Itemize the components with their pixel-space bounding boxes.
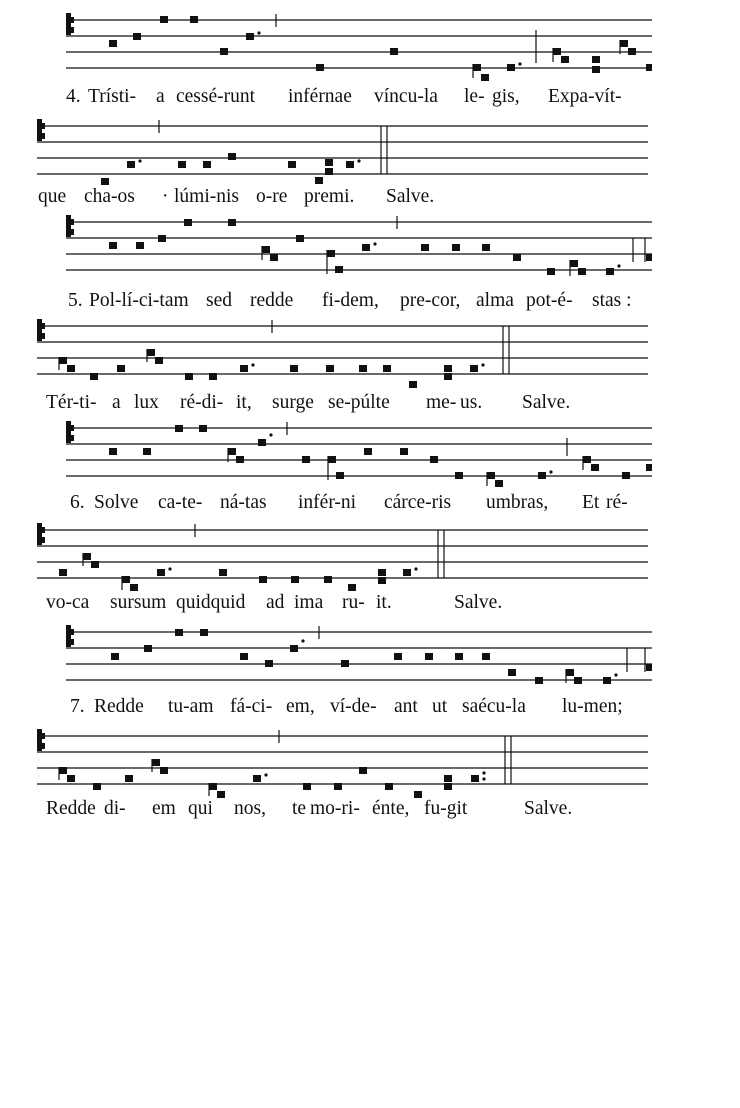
syllable: it, [236, 392, 252, 413]
syllable: us. [460, 392, 483, 413]
syllable: énte, [372, 798, 410, 819]
syllable: em, [286, 696, 315, 717]
c-clef-icon [66, 215, 74, 237]
syllable: · [162, 186, 169, 207]
syllable: se-púlte [328, 392, 390, 413]
syllable: cárce-ris [384, 492, 452, 513]
syllable: di- [104, 798, 126, 819]
syllable: le- [464, 86, 485, 107]
staff [0, 202, 740, 284]
syllable: Salve. [454, 592, 503, 613]
syllable: qui [188, 798, 213, 819]
syllable: saécu-la [462, 696, 526, 717]
syllable: nos, [234, 798, 266, 819]
syllable: sed [206, 290, 232, 311]
syllable: alma [476, 290, 514, 311]
syllable: Tér-ti- [46, 392, 97, 413]
syllable: redde [250, 290, 294, 311]
syllable: Salve. [386, 186, 435, 207]
syllable: ut [432, 696, 448, 717]
staff [0, 510, 740, 592]
syllable: surge [272, 392, 314, 413]
syllable: infér-ni [298, 492, 357, 513]
syllable: te [292, 798, 307, 819]
syllable: ad [266, 592, 285, 613]
syllable: cha-os [84, 186, 135, 207]
syllable: a [112, 392, 121, 413]
syllable: ná-tas [220, 492, 267, 513]
syllable: umbras, [486, 492, 549, 513]
syllable: lúmi-nis [174, 186, 240, 207]
c-clef-icon [66, 13, 74, 35]
c-clef-icon [66, 625, 74, 647]
staff [0, 306, 740, 388]
lyric-line [0, 796, 740, 822]
staff [0, 612, 740, 694]
syllable: ant [394, 696, 418, 717]
c-clef-icon [37, 119, 45, 141]
syllable: fu-git [424, 798, 468, 819]
syllable: cessé-runt [176, 86, 256, 107]
syllable: Et [582, 492, 600, 513]
syllable: quidquid [176, 592, 246, 613]
syllable: ca-te- [158, 492, 203, 513]
c-clef-icon [66, 421, 74, 443]
syllable: fi-dem, [322, 290, 379, 311]
syllable: inférnae [288, 86, 352, 107]
syllable: Redde [46, 798, 96, 819]
c-clef-icon [37, 523, 45, 545]
syllable: fá-ci- [230, 696, 273, 717]
verse-number: 4. [66, 86, 81, 107]
c-clef-icon [37, 319, 45, 341]
syllable: mo-ri- [310, 798, 360, 819]
verse-number: 7. [70, 696, 85, 717]
syllable: lux [134, 392, 159, 413]
staff [0, 716, 740, 798]
syllable: víncu-la [374, 86, 438, 107]
syllable: lu-men; [562, 696, 623, 717]
syllable: Expa-vít- [548, 86, 622, 107]
syllable: Redde [94, 696, 144, 717]
syllable: me- [426, 392, 457, 413]
syllable: ré-di- [180, 392, 224, 413]
staff [0, 106, 740, 188]
syllable: ré- [606, 492, 628, 513]
syllable: premi. [304, 186, 355, 207]
verse-number: 5. [68, 290, 83, 311]
verse-number: 6. [70, 492, 85, 513]
syllable: sursum [110, 592, 167, 613]
syllable: stas : [592, 290, 632, 311]
syllable: it. [376, 592, 392, 613]
syllable: vo-ca [46, 592, 90, 613]
syllable: ima [294, 592, 324, 613]
syllable: pre-cor, [400, 290, 461, 311]
syllable: ru- [342, 592, 365, 613]
c-clef-icon [37, 729, 45, 751]
syllable: Salve. [524, 798, 573, 819]
syllable: ví-de- [330, 696, 377, 717]
syllable: pot-é- [526, 290, 573, 311]
staff [0, 0, 740, 82]
staff [0, 408, 740, 490]
syllable: que [38, 186, 67, 207]
syllable: Salve. [522, 392, 571, 413]
syllable: gis, [492, 86, 520, 107]
syllable: Solve [94, 492, 139, 513]
syllable: a [156, 86, 165, 107]
syllable: Pol-lí-ci-tam [89, 290, 189, 311]
syllable: tu-am [168, 696, 214, 717]
syllable: o-re [256, 186, 288, 207]
syllable: Trísti- [88, 86, 137, 107]
syllable: em [152, 798, 176, 819]
